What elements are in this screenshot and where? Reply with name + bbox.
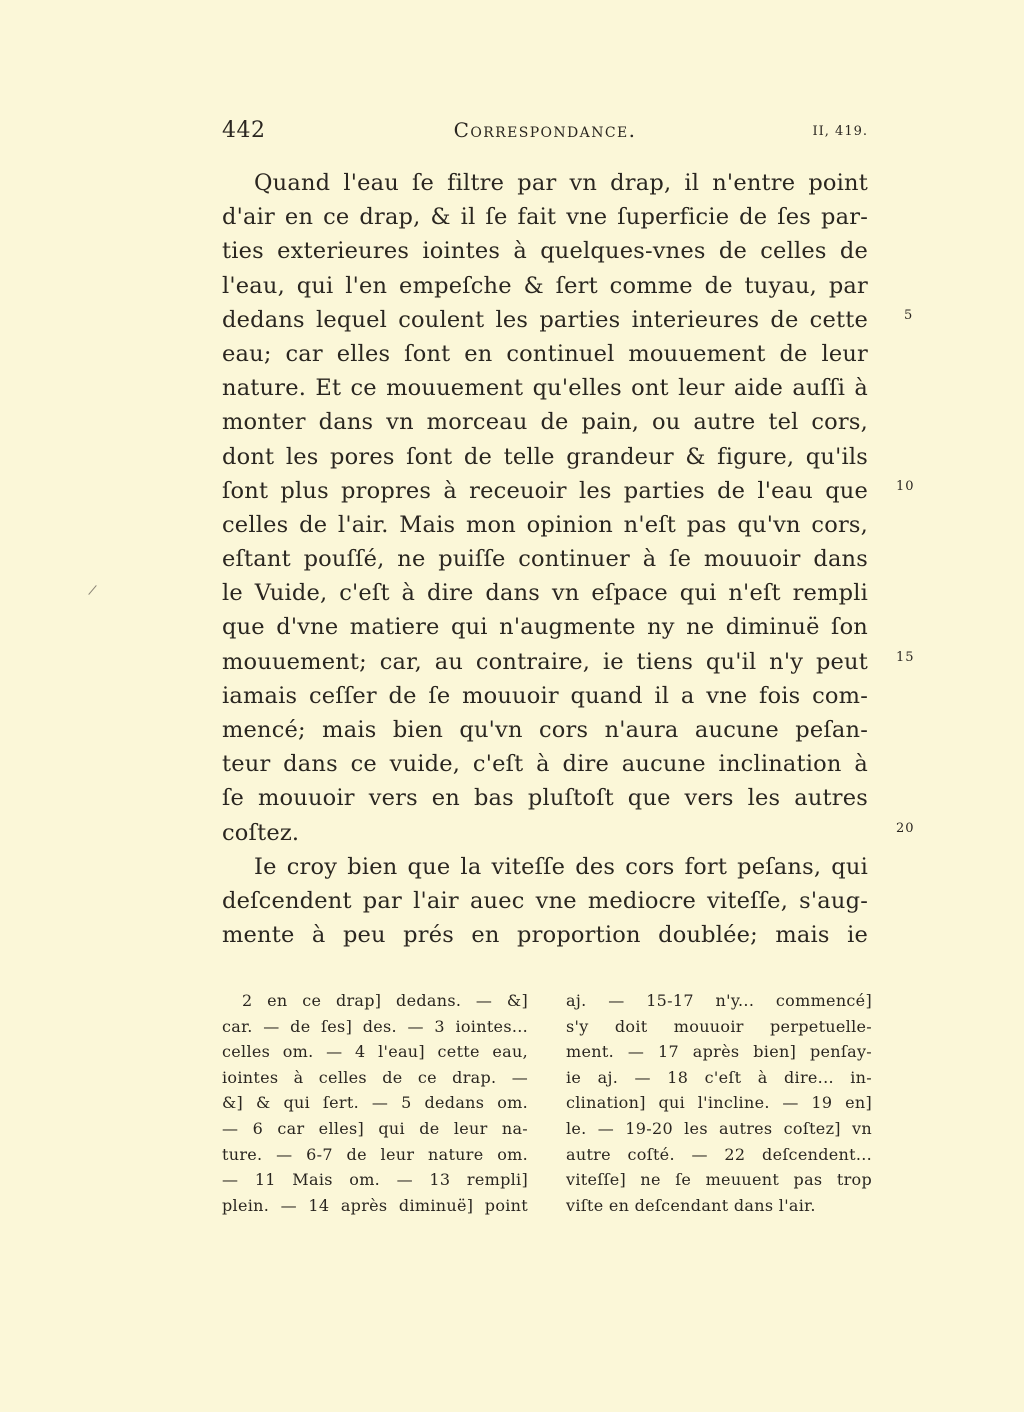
page-number: 442	[222, 118, 266, 143]
text-line: eſtant pouſſé, ne puiſſe continuer à ſe mouuoir dans	[222, 546, 868, 573]
note-line: viteſſe] ne ſe meuuent pas trop	[566, 1170, 872, 1190]
text-line: iamais ceſſer de ſe mouuoir quand il a vne fois com-	[222, 682, 868, 709]
notes-left-column	[222, 988, 528, 1218]
note-line: ment. — 17 après bien] penſay-	[566, 1042, 872, 1062]
text-line: ties exterieures iointes à quelques-vnes de celles de	[222, 238, 868, 265]
text-line: teur dans ce vuide, c'eſt à dire aucune inclination à	[222, 751, 868, 778]
note-line: car. — de ſes] des. — 3 iointes...	[222, 1016, 528, 1036]
text-line: d'air en ce drap, & il ſe fait vne ſuperficie de ſes par-	[222, 204, 868, 231]
notes-right-column	[566, 988, 872, 1218]
note-line: &] & qui ſert. — 5 dedans om.	[222, 1093, 528, 1113]
text-line: que d'vne matiere qui n'augmente ny ne diminuë ſon	[222, 614, 868, 641]
note-line: le. — 19-20 les autres coſtez] vn	[566, 1118, 872, 1138]
text-line: ſe mouuoir vers en bas pluſtoſt que vers les autres	[222, 785, 868, 812]
note-line: ture. — 6-7 de leur nature om.	[222, 1144, 528, 1164]
main-text	[222, 166, 868, 952]
text-line: eau; car elles ſont en continuel mouuement de leur	[222, 340, 868, 367]
text-line: deſcendent par l'air auec vne mediocre viteſſe, s'aug-	[222, 887, 868, 914]
note-line: plein. — 14 après diminuë] point	[222, 1195, 528, 1215]
text-line: mente à peu prés en proportion doublée; mais ie	[222, 922, 868, 949]
line-number: 20	[896, 821, 915, 836]
text-line: dont les pores ſont de telle grandeur & figure, qu'ils	[222, 443, 868, 470]
line-number: 5	[904, 308, 914, 323]
text-line: ſont plus propres à receuoir les parties de l'eau que	[222, 477, 868, 504]
text-line: coſtez.	[222, 819, 300, 846]
note-line: celles om. — 4 l'eau] cette eau,	[222, 1042, 528, 1062]
line-number: 15	[896, 650, 915, 665]
note-line: iointes à celles de ce drap. —	[222, 1067, 528, 1087]
page-header	[222, 118, 868, 154]
stray-ink-mark	[88, 585, 96, 595]
note-line: aj. — 15-17 n'y... commencé]	[566, 991, 872, 1010]
note-line: — 11 Mais om. — 13 rempli]	[222, 1170, 528, 1190]
note-line: ie aj. — 18 c'eſt à dire... in-	[566, 1067, 872, 1087]
note-line: s'y doit mouuoir perpetuelle-	[566, 1016, 872, 1036]
text-line: dedans lequel coulent les parties interieures de cette	[222, 306, 868, 333]
text-line: mencé; mais bien qu'vn cors n'aura aucune peſan-	[222, 717, 868, 743]
text-line: le Vuide, c'eſt à dire dans vn eſpace qui n'eſt rempli	[222, 580, 868, 607]
note-line: viſte en deſcendant dans l'air.	[566, 1195, 816, 1215]
note-line: — 6 car elles] qui de leur na-	[222, 1118, 528, 1138]
text-line: monter dans vn morceau de pain, ou autre tel cors,	[222, 409, 868, 436]
text-line: nature. Et ce mouuement qu'elles ont leur aide auſſi à	[222, 375, 868, 402]
text-line: Ie croy bien que la viteſſe des cors fort peſans, qui	[254, 853, 868, 880]
line-number: 10	[896, 479, 915, 494]
text-line: celles de l'air. Mais mon opinion n'eſt pas qu'vn cors,	[222, 511, 868, 538]
running-title: Correspondance.	[453, 118, 637, 142]
text-line: l'eau, qui l'en empeſche & ſert comme de tuyau, par	[222, 272, 868, 299]
text-line: Quand l'eau ſe filtre par vn drap, il n'entre point	[254, 170, 868, 196]
note-line: autre coſté. — 22 deſcendent...	[566, 1144, 872, 1164]
note-line: clination] qui l'incline. — 19 en]	[566, 1093, 872, 1113]
folio-reference: II, 419.	[812, 124, 868, 139]
note-line: 2 en ce drap] dedans. — &]	[242, 991, 528, 1010]
text-line: mouuement; car, au contraire, ie tiens qu'il n'y peut	[222, 648, 868, 675]
